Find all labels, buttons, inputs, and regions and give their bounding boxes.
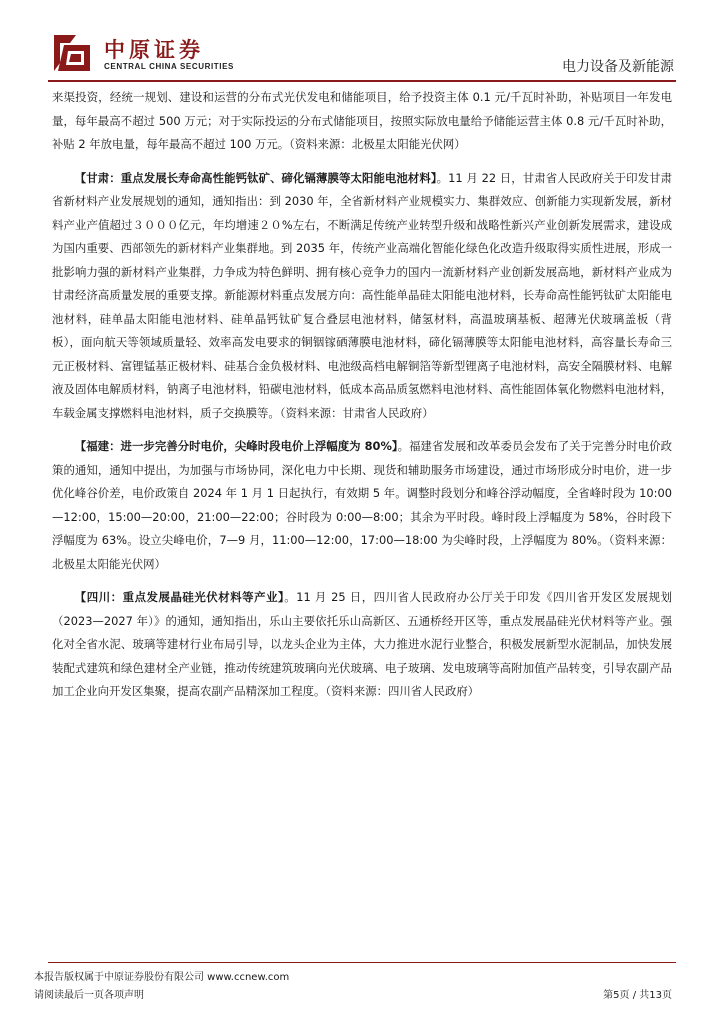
- company-name-cn: 中原证券: [104, 37, 204, 62]
- page-number: 第5页 / 共13页: [603, 990, 672, 1001]
- zhongyuan-logo-icon: [50, 33, 96, 73]
- paragraph-text: 。11 月 22 日，甘肃省人民政府关于印发甘肃省新材料产业发展规划的通知，通知指出：到 2030 年，全省新材料产业规模实力、集群效应、创新能力实现新发展，新材料产业产值超过３０００亿元，年均增速２０%左右，不断满足传统产业转型升级和战略性新兴产业创新发展需求，建设成为国内重要、西部领先的新材料产业集群地。到 2035 年，传统产业高端化智能化绿色化改造升级取得实质性进展，形成一批影响力强的新材料产业集群，力争成为特色鲜明、拥有核心竞争力的国内一流新材料产业创新发展高地，新材料产业成为甘肃经济高质量发展的重要支撑。新能源材料重点发展方向：高性能单晶硅太阳能电池材料，长寿命高性能钙钛矿太阳能电池材料，硅单晶太阳能电池材料、硅单晶钙钛矿复合叠层电池材料，储氢材料，高温玻璃基板、超薄光伏玻璃盖板（背板），面向航天等领域质量轻、效率高发电要求的铜铟镓硒薄膜电池材料，碲化镉薄膜等太阳能电池材料，高容量长寿命三元正极材料、富锂锰基正极材料、硅基合金负极材料、电池级高档电解铜箔等新型锂离子电池材料，高安全隔膜材料、电解液及固体电解质材料，钠离子电池材料，铅碳电池材料，低成本高品质氢燃料电池材料、高性能固体氧化物燃料电池材料，车载金属支撑燃料电池材料，质子交换膜等。（资料来源：甘肃省人民政府）: [52, 170, 672, 420]
- paragraph-fujian: [52, 435, 672, 576]
- paragraph-text: 。福建省发展和改革委员会发布了关于完善分时电价政策的通知，通知中提出，为加强与市场协同，深化电力中长期、现货和辅助服务市场建设，通过市场形成分时电价，进一步优化峰谷价差，电价政策自 2024 年 1 月 1 日起执行，有效期 5 年。调整时段划分和峰谷浮动幅度，全省峰时段为 10:00—12:00，15:00—20:00，21:00—22:00；谷时段为 0:00—8:00；其余为平时段。峰时段上浮幅度为 58%，谷时段下浮幅度为 63%。设立尖峰电价，7—9 月，11:00—12:00，17:00—18:00 为尖峰时段，上浮幅度为 80%。（资料来源：北极星太阳能光伏网）: [52, 439, 672, 571]
- paragraph-heading: 【甘肃：重点发展长寿命高性能钙钛矿、碲化镉薄膜等太阳能电池材料】: [74, 170, 437, 185]
- paragraph-continuation: [52, 86, 672, 157]
- header-divider: [48, 80, 676, 82]
- page-header: [0, 0, 724, 84]
- paragraph-text: 来渠投资，经统一规划、建设和运营的分布式光伏发电和储能项目，给予投资主体 0.1 元/千瓦时补助，补贴项目一年发电量，每年最高不超过 500 万元；对于实际投运的分布式储能项目，按照实际放电量给予储能运营主体 0.8 元/千瓦时补助，补贴 2 年放电量，每年最高不超过 100 万元。（资料来源：北极星太阳能光伏网）: [52, 90, 672, 151]
- report-body: [52, 86, 672, 714]
- footer-disclaimer: 请阅读最后一页各项声明: [34, 990, 144, 1001]
- report-sector: 电力设备及新能源: [562, 59, 674, 75]
- company-name-en: CENTRAL CHINA SECURITIES: [104, 62, 234, 71]
- footer-divider: [48, 962, 676, 963]
- paragraph-sichuan: [52, 586, 672, 704]
- paragraph-heading: 【四川：重点发展晶硅光伏材料等产业】: [74, 590, 285, 604]
- paragraph-heading: 【福建：进一步完善分时电价，尖峰时段电价上浮幅度为 80%】: [74, 439, 398, 453]
- paragraph-text: 。11 月 25 日，四川省人民政府办公厅关于印发《四川省开发区发展规划（2023—2027 年）》的通知，通知指出，乐山主要依托乐山高新区、五通桥经开区等，重点发展晶硅光伏材料等产业。强化对全省水泥、玻璃等建材行业布局引导，以龙头企业为主体，大力推进水泥行业整合，积极发展新型水泥制品，加快发展装配式建筑和绿色建材全产业链，推动传统建筑玻璃向光伏玻璃、电子玻璃、发电玻璃等高附加值产品转变，引导农副产品加工企业向开发区集聚，提高农副产品精深加工程度。（资料来源：四川省人民政府）: [52, 590, 672, 698]
- paragraph-gansu: [52, 167, 672, 426]
- footer-copyright: 本报告版权属于中原证券股份有限公司 www.ccnew.com: [34, 972, 290, 983]
